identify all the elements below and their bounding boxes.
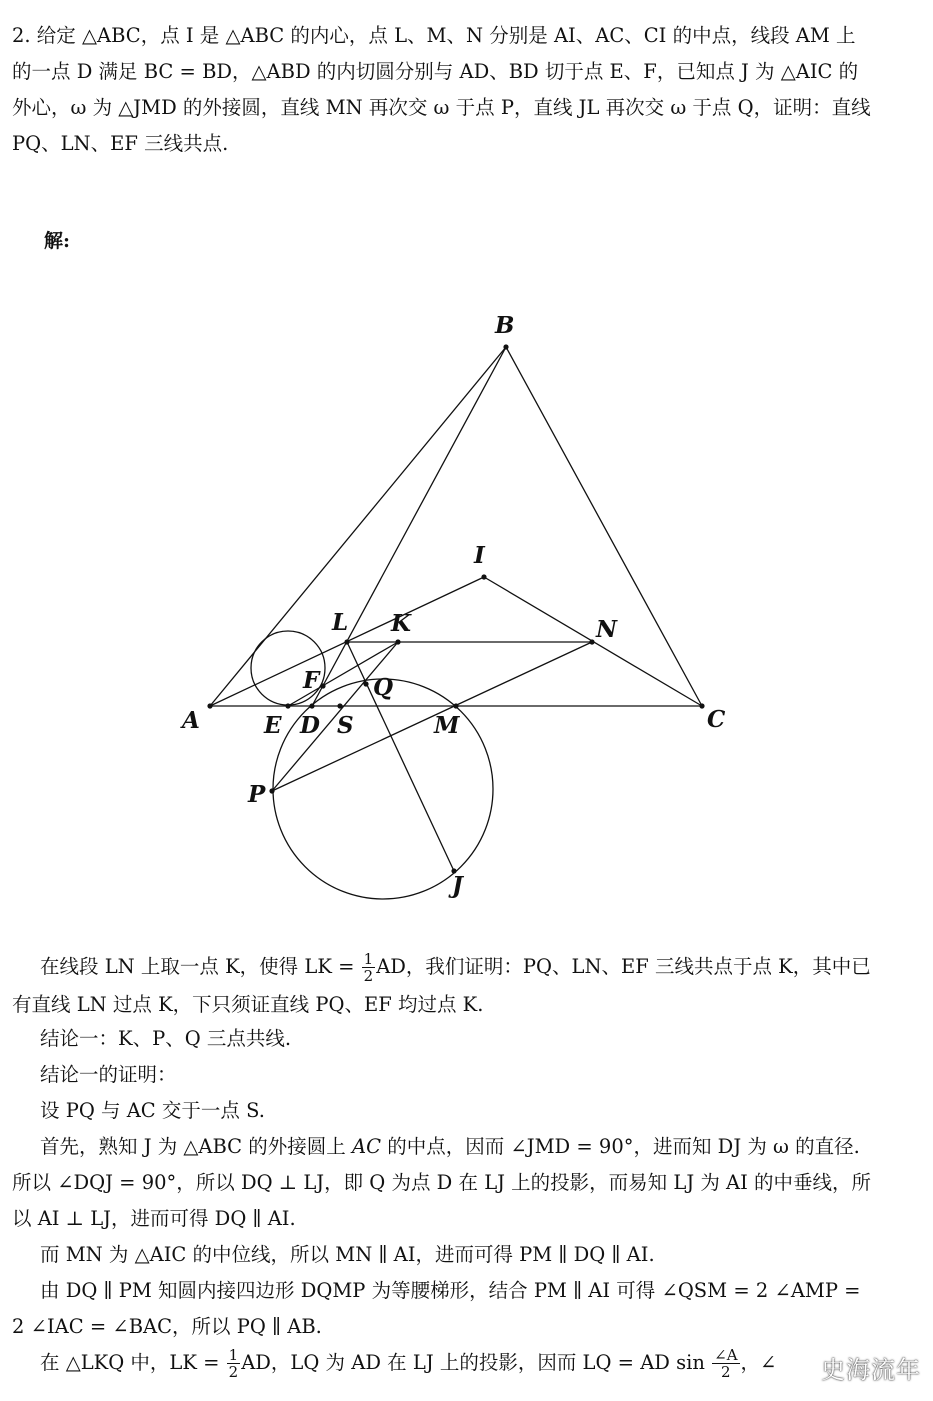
segment-LJ — [347, 642, 454, 871]
fraction-numerator: 1 — [228, 1346, 239, 1364]
label-I: I — [474, 542, 485, 569]
watermark: 史海流年 — [821, 1356, 921, 1384]
point-dot — [285, 703, 290, 708]
problem-line: 的一点 D 满足 BC = BD，△ABD 的内切圆分别与 AD、BD 切于点 E、F，已知点 J 为 △AIC 的 — [12, 60, 859, 83]
point-dot — [589, 639, 594, 644]
solution-line: 结论一的证明： — [40, 1063, 177, 1086]
point-dot — [503, 344, 508, 349]
fraction-numerator: 1 — [363, 950, 374, 968]
label-L: L — [332, 609, 349, 636]
point-dot — [344, 639, 349, 644]
solution-line — [12, 1345, 907, 1389]
solution-text: 在 △LKQ 中，LK = — [40, 1351, 226, 1374]
point-dot — [395, 639, 400, 644]
point-dot — [320, 683, 325, 688]
problem-line: 外心，ω 为 △JMD 的外接圆，直线 MN 再次交 ω 于点 P，直线 JL 再次交 ω 于点 Q，证明：直线 — [12, 96, 871, 119]
point-dot — [363, 681, 368, 686]
solution-line: 结论一：K、P、Q 三点共线. — [40, 1027, 292, 1050]
fraction-denominator: 2 — [228, 1363, 239, 1381]
point-dot — [207, 703, 212, 708]
point-dot — [309, 703, 314, 708]
label-J: J — [452, 872, 463, 899]
label-M: M — [434, 712, 460, 739]
fraction — [227, 1347, 241, 1380]
fraction-denominator: 2 — [363, 967, 374, 985]
arc-notation: AC — [352, 1129, 381, 1165]
problem-statement — [12, 18, 907, 162]
point-dot — [453, 703, 458, 708]
solution-text: 首先，熟知 J 为 △ABC 的外接圆上 — [40, 1135, 353, 1158]
solution-line — [12, 949, 907, 987]
solution-line: 而 MN 为 △AIC 的中位线，所以 MN ∥ AI，进而可得 PM ∥ DQ ∥ AI. — [40, 1243, 655, 1266]
fraction — [362, 951, 376, 984]
point-dot — [337, 703, 342, 708]
label-S: S — [337, 712, 354, 739]
problem-line: 2. 给定 △ABC，点 I 是 △ABC 的内心，点 L、M、N 分别是 AI、AC、CI 的中点，线段 AM 上 — [12, 24, 856, 47]
label-E: E — [264, 712, 282, 739]
problem-line: PQ、LN、EF 三线共点. — [12, 132, 229, 155]
label-Q: Q — [373, 674, 394, 701]
fraction — [712, 1347, 739, 1380]
segment-PN — [272, 642, 592, 791]
label-A: A — [182, 707, 200, 734]
solution-line: 2 ∠IAC = ∠BAC，所以 PQ ∥ AB. — [12, 1315, 322, 1338]
point-dot — [481, 574, 486, 579]
solution-line — [12, 1129, 907, 1165]
solution-line: 有直线 LN 过点 K，下只须证直线 PQ、EF 均过点 K. — [12, 993, 484, 1016]
segment-BC — [506, 347, 702, 706]
label-B: B — [495, 312, 515, 339]
solution-label: 解: — [44, 230, 71, 252]
fraction-numerator: ∠A — [714, 1346, 738, 1364]
solution-line: 由 DQ ∥ PM 知圆内接四边形 DQMP 为等腰梯形，结合 PM ∥ AI 可得 ∠QSM = 2 ∠AMP = — [40, 1279, 861, 1302]
solution-text: 的中点，因而 ∠JMD = 90°，进而知 DJ 为 ω 的直径. — [381, 1135, 860, 1158]
geometry-figure — [0, 300, 933, 910]
point-dot — [269, 788, 274, 793]
label-P: P — [248, 781, 266, 808]
segment-BD — [312, 347, 506, 706]
solution-line: 以 AI ⊥ LJ，进而可得 DQ ∥ AI. — [12, 1207, 296, 1230]
label-K: K — [391, 610, 411, 637]
solution-text: 在线段 LN 上取一点 K，使得 LK = — [40, 955, 361, 978]
label-F: F — [303, 667, 320, 694]
solution-text: AD，LQ 为 AD 在 LJ 上的投影，因而 LQ = AD sin — [241, 1351, 712, 1374]
solution-line: 所以 ∠DQJ = 90°，所以 DQ ⊥ LJ，即 Q 为点 D 在 LJ 上的投影，而易知 LJ 为 AI 的中垂线，所 — [12, 1171, 872, 1194]
solution-line: 设 PQ 与 AC 交于一点 S. — [40, 1099, 265, 1122]
point-dot — [699, 703, 704, 708]
solution-text: ，∠ — [740, 1351, 777, 1374]
label-N: N — [596, 616, 618, 643]
solution-text: AD，我们证明：PQ、LN、EF 三线共点于点 K，其中已 — [376, 955, 871, 978]
label-D: D — [300, 712, 320, 739]
fraction-denominator: 2 — [721, 1363, 731, 1381]
solution-body — [12, 949, 907, 1389]
label-C: C — [707, 706, 726, 733]
